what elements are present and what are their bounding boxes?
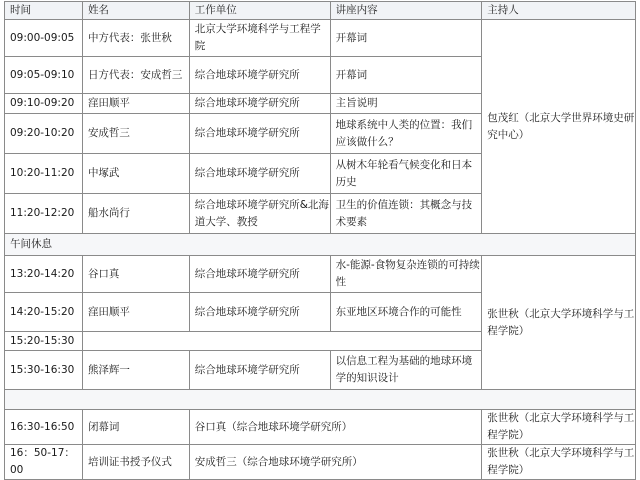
cell-topic: 东亚地区环境合作的可能性 bbox=[330, 293, 482, 332]
cell-name: 中方代表：张世秋 bbox=[82, 20, 189, 57]
header-name: 姓名 bbox=[82, 2, 189, 20]
cell-org: 综合地球环境学研究所 bbox=[189, 114, 330, 154]
cell-org: 综合地球环境学研究所 bbox=[189, 94, 330, 114]
cell-topic: 地球系统中人类的位置：我们应该做什么？ bbox=[330, 114, 482, 154]
cell-time: 09:00-09:05 bbox=[5, 20, 83, 57]
cell-time: 09:10-09:20 bbox=[5, 94, 83, 114]
cell-org: 北京大学环境科学与工程学院 bbox=[189, 20, 330, 57]
cell-time: 16：50-17：00 bbox=[5, 445, 83, 480]
header-topic: 讲座内容 bbox=[330, 2, 482, 20]
table-row bbox=[5, 20, 636, 57]
header-row bbox=[5, 2, 636, 20]
cell-org: 综合地球环境学研究所 bbox=[189, 256, 330, 293]
cell-name: 日方代表：安成哲三 bbox=[82, 57, 189, 94]
cell-name: 熊泽辉一 bbox=[82, 351, 189, 390]
header-host: 主持人 bbox=[482, 2, 636, 20]
cell-topic: 从树木年轮看气候变化和日本历史 bbox=[330, 154, 482, 194]
cell-host: 张世秋（北京大学环境科学与工程学院） bbox=[482, 410, 636, 445]
lunch-break-row bbox=[5, 234, 636, 256]
cell-time: 11:20-12:20 bbox=[5, 194, 83, 234]
cell-org: 综合地球环境学研究所&北海道大学、教授 bbox=[189, 194, 330, 234]
schedule-table bbox=[4, 1, 636, 480]
cell-host-morning: 包茂红（北京大学世界环境史研究中心） bbox=[482, 20, 636, 234]
cell-org: 综合地球环境学研究所 bbox=[189, 57, 330, 94]
cell-host-afternoon: 张世秋（北京大学环境科学与工程学院） bbox=[482, 256, 636, 390]
cell-name: 窪田顺平 bbox=[82, 293, 189, 332]
cell-topic: 开幕词 bbox=[330, 57, 482, 94]
cell-topic: 水-能源-食物复杂连锁的可持续性 bbox=[330, 256, 482, 293]
cell-org: 综合地球环境学研究所 bbox=[189, 351, 330, 390]
cell-time: 10:20-11:20 bbox=[5, 154, 83, 194]
cell-topic: 开幕词 bbox=[330, 20, 482, 57]
cell-name: 中塚武 bbox=[82, 154, 189, 194]
cell-name: 培训证书授予仪式 bbox=[82, 445, 189, 480]
cell-empty bbox=[82, 332, 481, 351]
lunch-break-label: 午间休息 bbox=[5, 234, 636, 256]
table-row bbox=[5, 410, 636, 445]
cell-time: 15:30-16:30 bbox=[5, 351, 83, 390]
table-row bbox=[5, 445, 636, 480]
cell-time: 14:20-15:20 bbox=[5, 293, 83, 332]
cell-org: 谷口真（综合地球环境学研究所） bbox=[189, 410, 482, 445]
cell-topic: 卫生的价值连锁：其概念与技术要素 bbox=[330, 194, 482, 234]
cell-org: 安成哲三（综合地球环境学研究所） bbox=[189, 445, 482, 480]
cell-name: 闭幕词 bbox=[82, 410, 189, 445]
cell-time: 13:20-14:20 bbox=[5, 256, 83, 293]
cell-org: 综合地球环境学研究所 bbox=[189, 154, 330, 194]
cell-org: 综合地球环境学研究所 bbox=[189, 293, 330, 332]
cell-name: 窪田顺平 bbox=[82, 94, 189, 114]
cell-time: 15:20-15:30 bbox=[5, 332, 83, 351]
header-org: 工作单位 bbox=[189, 2, 330, 20]
blank-band bbox=[5, 390, 636, 410]
table-row bbox=[5, 256, 636, 293]
cell-name: 船水尚行 bbox=[82, 194, 189, 234]
cell-topic: 主旨说明 bbox=[330, 94, 482, 114]
cell-time: 16:30-16:50 bbox=[5, 410, 83, 445]
cell-topic: 以信息工程为基础的地球环境学的知识设计 bbox=[330, 351, 482, 390]
cell-time: 09:05-09:10 bbox=[5, 57, 83, 94]
cell-host: 张世秋（北京大学环境科学与工程学院） bbox=[482, 445, 636, 480]
cell-name: 安成哲三 bbox=[82, 114, 189, 154]
cell-time: 09:20-10:20 bbox=[5, 114, 83, 154]
blank-band-row bbox=[5, 390, 636, 410]
header-time: 时间 bbox=[5, 2, 83, 20]
cell-name: 谷口真 bbox=[82, 256, 189, 293]
